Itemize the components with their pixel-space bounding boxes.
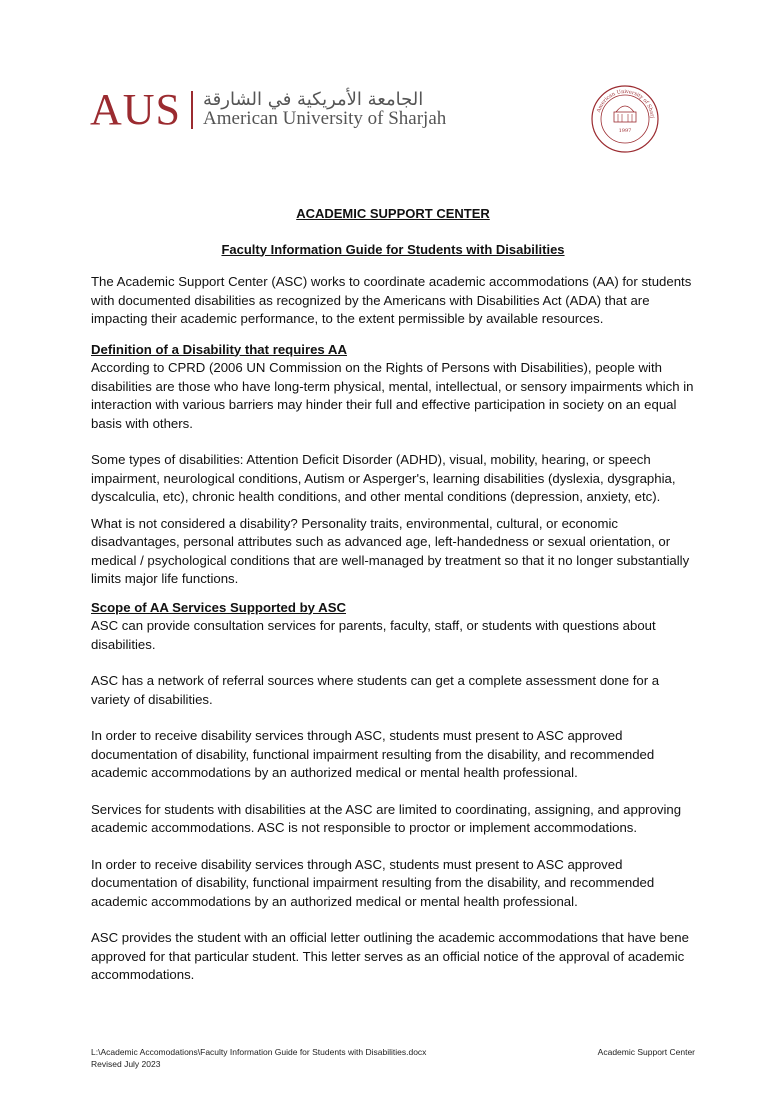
intro-paragraph: The Academic Support Center (ASC) works to coordinate academic accommodations (AA) for students with documented disabilities as recognized by the Americans with Disabilities Act (ADA) that are impacting their academic performance, to the extent permissible by available resources. bbox=[91, 274, 692, 326]
page-footer bbox=[91, 1046, 695, 1070]
scope-documentation-repeat-paragraph: In order to receive disability services through ASC, students must present to ASC approved documentation of disability, functional impairment resulting from the disability, and recommended academic accommodations by an authorized medical or mental health professional. bbox=[91, 856, 655, 909]
university-seal-icon bbox=[590, 84, 660, 154]
logo-english-name: American University of Sharjah bbox=[203, 108, 447, 130]
section-heading-scope: Scope of AA Services Supported by ASC bbox=[91, 599, 347, 615]
section-heading-definition: Definition of a Disability that requires AA bbox=[91, 341, 347, 357]
footer-center-name: Academic Support Center bbox=[597, 1047, 695, 1057]
aus-logo bbox=[90, 85, 447, 134]
footer-file-path: L:\Academic Accomodations\Faculty Information Guide for Students with Disabilities.docx bbox=[91, 1047, 427, 1057]
scope-limits-paragraph: Services for students with disabilities at the ASC are limited to coordinating, assigning, and approving academic accommodations. ASC is not responsible to proctor or implement accommodations. bbox=[91, 801, 682, 835]
document-subtitle: Faculty Information Guide for Students with Disabilities bbox=[221, 241, 565, 257]
logo-text bbox=[203, 90, 446, 131]
footer-revised: Revised July 2023 bbox=[91, 1059, 161, 1069]
disability-types-paragraph: Some types of disabilities: Attention Deficit Disorder (ADHD), visual, mobility, hearing, or speech impairment, neurological conditions, Autism or Asperger's, learning disabilities (dyslexia, dysgraphia, dyscalculia, etc), chronic health conditions, and other mental conditions (depression, anxiety, etc). bbox=[91, 452, 676, 504]
scope-referral-paragraph: ASC has a network of referral sources where students can get a complete assessment done for a variety of disabilities. bbox=[91, 673, 660, 707]
page-header bbox=[90, 85, 700, 158]
logo-arabic-name: الجامعة الأمريكية في الشارقة bbox=[203, 88, 424, 110]
document-body bbox=[91, 205, 695, 985]
seal-arc-text: American University of Sharj bbox=[595, 88, 655, 119]
definition-paragraph: According to CPRD (2006 UN Commission on the Rights of Persons with Disabilities), people with disabilities are those who have long-term physical, mental, intellectual, or sensory impairments which in interaction with various barriers may hinder their full and effective participation in society on an equal basis with others. bbox=[91, 360, 694, 431]
logo-mark: AUS bbox=[90, 85, 182, 134]
scope-letter-paragraph: ASC provides the student with an official letter outlining the academic accommodations that have bene approved for that particular student. This letter serves as an official notice of the approval of academic accommodations. bbox=[91, 930, 689, 982]
seal-year: 1997 bbox=[618, 128, 632, 134]
scope-consultation-paragraph: ASC can provide consultation services for parents, faculty, staff, or students with questions about disabilities. bbox=[91, 618, 656, 652]
scope-documentation-paragraph: In order to receive disability services through ASC, students must present to ASC approved documentation of disability, functional impairment resulting from the disability, and recommended academic accommodations by an authorized medical or mental health professional. bbox=[91, 728, 655, 780]
svg-text:American University of Sharjah bbox=[590, 84, 655, 119]
logo-divider bbox=[191, 91, 193, 129]
not-disability-paragraph: What is not considered a disability? Personality traits, environmental, cultural, or economic disadvantages, personal attributes such as advanced age, left-handedness or sexual orientation, or medical / psychological conditions that are well-managed by treatment so that it no longer substantially limits major life functions. bbox=[91, 515, 690, 586]
document-title: ACADEMIC SUPPORT CENTER bbox=[296, 206, 490, 221]
